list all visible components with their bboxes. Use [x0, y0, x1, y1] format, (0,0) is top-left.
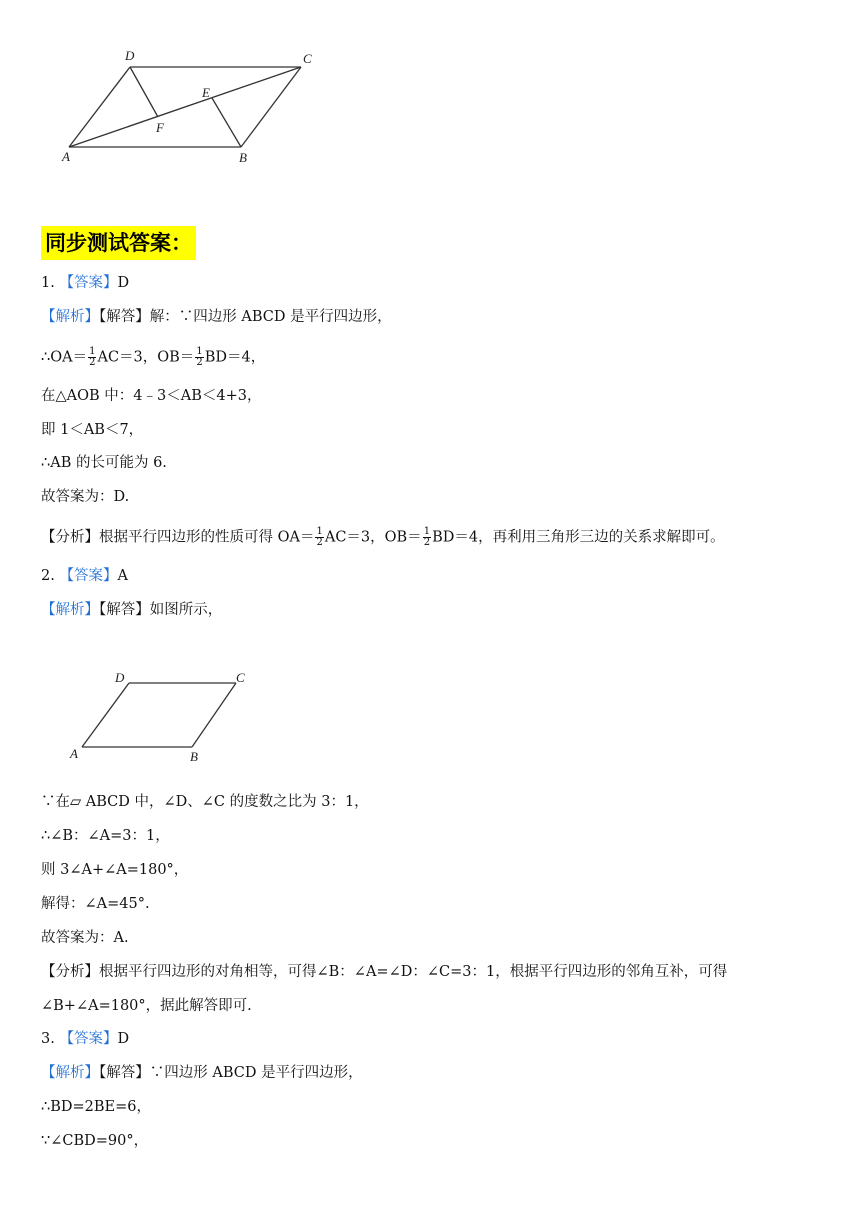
- q1-solution-line1: [41, 307, 392, 327]
- q2-answer-tag: 【答案】: [59, 568, 118, 584]
- q2-analysis-tag: 【解析】: [41, 602, 99, 618]
- q2-fx-tag: 【分析】: [41, 964, 99, 980]
- q2-line1-text: 如图所示，: [149, 602, 223, 618]
- q3-answer-tag: 【答案】: [59, 1031, 118, 1047]
- fraction-numerator: 1: [196, 346, 203, 357]
- q3-solution-tag: 【解答】: [99, 1065, 150, 1081]
- edge-da: [82, 683, 129, 747]
- q1-answer: D: [117, 275, 130, 291]
- edge-da: [69, 67, 130, 147]
- q1-solution-tag: 【解答】: [99, 309, 150, 325]
- label-a: A: [70, 746, 78, 761]
- q3-answer: D: [117, 1031, 130, 1047]
- q1-fx-part-b: AC＝3，OB＝: [324, 529, 422, 546]
- q2-solution-line1: [41, 600, 222, 620]
- edge-cb: [192, 683, 236, 747]
- q1-answer-line: [41, 273, 129, 293]
- label-c: C: [303, 51, 312, 66]
- q2-answer-line: [41, 566, 128, 586]
- q2-solution-line6: 故答案为：A.: [41, 930, 129, 946]
- q3-analysis-tag: 【解析】: [41, 1065, 99, 1081]
- segment-df: [130, 67, 158, 117]
- q2-fx-part-1: 根据平行四边形的对角相等，可得∠B：∠A=∠D：∠C=3：1，根据平行四边形的邻角互补，可得: [99, 964, 728, 980]
- fraction-numerator: 1: [316, 526, 323, 537]
- fraction-one-half: [88, 347, 96, 368]
- q3-solution-line1: [41, 1063, 363, 1083]
- edge-cb: [241, 67, 301, 147]
- q1-line1-text: 解：∵四边形 ABCD 是平行四边形，: [149, 309, 392, 325]
- fraction-one-half: [423, 527, 431, 548]
- q1-fx-part-c: BD＝4，再利用三角形三边的关系求解即可。: [432, 529, 725, 546]
- q3-number: 3.: [41, 1031, 55, 1047]
- q2-analysis-line1: [41, 962, 727, 982]
- label-d: D: [125, 48, 135, 63]
- fraction-numerator: 1: [423, 526, 431, 537]
- q1-solution-line5: ∴AB 的长可能为 6.: [41, 455, 167, 471]
- figure-parallelogram-2: [60, 664, 260, 774]
- figure-parallelogram-1: [55, 45, 335, 175]
- fraction-denominator: 2: [196, 357, 203, 368]
- q2-solution-line4: 则 3∠A+∠A=180°，: [41, 862, 189, 878]
- q1-line2-part-c: BD＝4，: [204, 349, 266, 366]
- q1-fx-tag: 【分析】: [41, 529, 99, 546]
- q2-solution-line3: ∴∠B：∠A=3：1，: [41, 828, 170, 844]
- diagonal-ac: [69, 67, 301, 147]
- segment-be: [212, 98, 241, 147]
- label-b: B: [239, 150, 247, 165]
- q1-solution-line4: 即 1＜AB＜7，: [41, 422, 144, 438]
- fraction-one-half: [315, 527, 323, 548]
- q2-solution-tag: 【解答】: [99, 602, 150, 618]
- q2-answer: A: [117, 568, 128, 584]
- q2-solution-line5: 解得：∠A=45°.: [41, 896, 150, 912]
- q1-analysis-tag: 【解析】: [41, 309, 99, 325]
- q1-solution-line3: 在△AOB 中：4﹣3＜AB＜4+3，: [41, 388, 262, 404]
- q1-solution-line2: [41, 347, 265, 368]
- fraction-denominator: 2: [316, 537, 323, 548]
- fraction-denominator: 2: [423, 537, 431, 548]
- q1-analysis-line: [41, 527, 725, 548]
- label-b: B: [190, 749, 198, 764]
- q1-number: 1.: [41, 275, 55, 291]
- fraction-denominator: 2: [89, 357, 96, 368]
- q2-analysis-line2: ∠B+∠A=180°，据此解答即可.: [41, 998, 252, 1014]
- q3-line1-text: ∵四边形 ABCD 是平行四边形，: [149, 1065, 363, 1081]
- fraction-numerator: 1: [89, 346, 96, 357]
- label-e: E: [202, 85, 210, 100]
- label-c: C: [236, 670, 245, 685]
- label-a: A: [62, 149, 70, 164]
- q1-fx-part-a: 根据平行四边形的性质可得 OA＝: [99, 529, 315, 546]
- q2-number: 2.: [41, 568, 55, 584]
- section-heading: 同步测试答案：: [41, 226, 196, 260]
- q1-answer-tag: 【答案】: [59, 275, 118, 291]
- q1-solution-line6: 故答案为：D.: [41, 489, 130, 505]
- q3-solution-line2: ∴BD=2BE=6，: [41, 1099, 151, 1115]
- q3-answer-line: [41, 1029, 129, 1049]
- q3-solution-line3: ∵∠CBD=90°，: [41, 1133, 149, 1149]
- q1-line2-part-b: AC＝3，OB＝: [97, 349, 195, 366]
- fraction-one-half: [195, 347, 203, 368]
- label-f: F: [156, 120, 164, 135]
- q2-solution-line2: ∵在▱ ABCD 中，∠D、∠C 的度数之比为 3：1，: [41, 794, 369, 810]
- q1-line2-part-a: ∴OA＝: [41, 349, 88, 366]
- label-d: D: [115, 670, 125, 685]
